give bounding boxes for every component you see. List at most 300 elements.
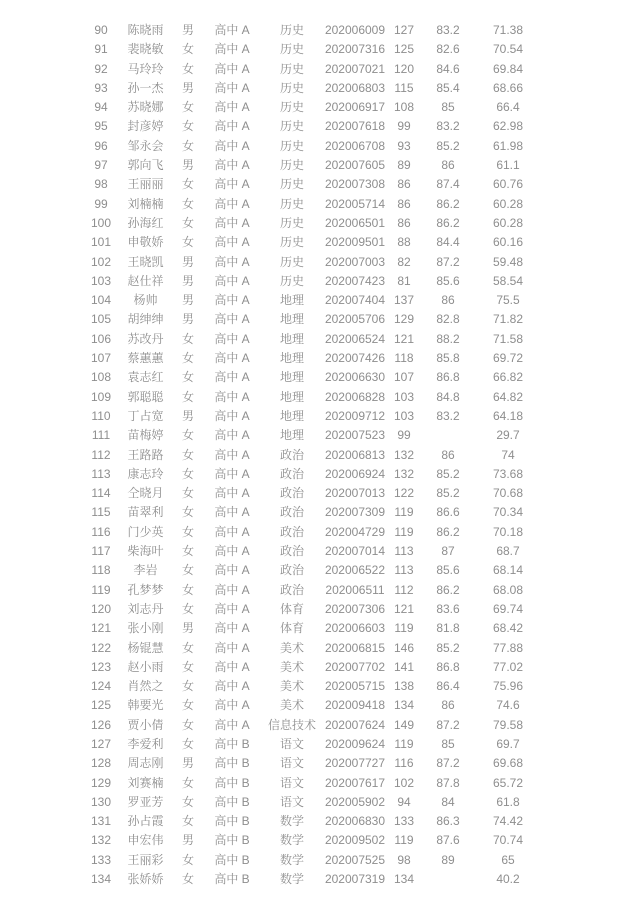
- cell-total-score: 64.82: [492, 389, 524, 404]
- cell-subject: 语文: [279, 736, 304, 751]
- cell-name: 胡绅绅: [127, 312, 164, 327]
- cell-rank: 119: [91, 582, 111, 597]
- cell-subject: 政治: [279, 505, 304, 520]
- cell-written-score: 120: [393, 61, 415, 76]
- cell-total-score: 69.68: [492, 756, 524, 771]
- cell-exam-id: 202006522: [324, 563, 386, 578]
- cell-rank: 134: [90, 872, 112, 887]
- cell-written-score: 113: [394, 544, 414, 559]
- cell-total-score: 61.98: [492, 138, 524, 153]
- cell-gender: 男: [181, 80, 194, 95]
- cell-written-score: 146: [393, 640, 415, 655]
- cell-subject: 历史: [279, 23, 304, 37]
- cell-written-score: 129: [393, 312, 415, 327]
- cell-written-score: 108: [393, 100, 415, 115]
- cell-gender: 女: [181, 736, 194, 751]
- cell-name: 苗翠利: [127, 505, 164, 520]
- cell-rank: 120: [90, 601, 112, 616]
- cell-exam-id: 202006501: [324, 215, 386, 230]
- cell-total-score: 70.34: [492, 505, 524, 520]
- table-row: [85, 175, 540, 194]
- table-row: [85, 619, 540, 638]
- cell-total-score: 69.72: [492, 351, 524, 366]
- cell-subject: 地理: [279, 312, 304, 327]
- cell-written-score: 133: [393, 814, 415, 829]
- cell-subject: 地理: [279, 293, 304, 308]
- cell-interview-score: 85.2: [436, 466, 460, 481]
- cell-subject: 数学: [279, 872, 304, 887]
- cell-interview-score: 89: [441, 852, 455, 867]
- cell-interview-score: 88.2: [436, 331, 460, 346]
- cell-gender: 女: [181, 466, 194, 481]
- cell-interview-score: 82.8: [436, 312, 460, 327]
- cell-interview-score: 87.2: [436, 717, 460, 732]
- cell-name: 孙一杰: [127, 80, 164, 95]
- cell-school-group: 高中 B: [214, 756, 250, 771]
- cell-rank: 116: [91, 524, 111, 539]
- cell-school-group: 高中 A: [214, 601, 250, 616]
- table-row: [85, 581, 540, 600]
- cell-gender: 女: [181, 872, 194, 887]
- cell-name: 李爱利: [127, 736, 164, 751]
- table-row: [85, 214, 540, 233]
- cell-gender: 女: [181, 544, 194, 559]
- cell-rank: 127: [90, 736, 112, 751]
- cell-written-score: 119: [394, 524, 414, 539]
- cell-school-group: 高中 B: [214, 852, 250, 867]
- cell-subject: 历史: [279, 61, 304, 76]
- cell-school-group: 高中 A: [214, 466, 250, 481]
- cell-name: 张娇娇: [127, 872, 164, 887]
- table-row: [85, 426, 540, 445]
- cell-school-group: 高中 B: [214, 833, 250, 848]
- table-row: [85, 793, 540, 812]
- cell-written-score: 115: [394, 80, 414, 95]
- cell-total-score: 60.76: [492, 177, 524, 192]
- cell-interview-score: 85.8: [436, 351, 460, 366]
- cell-rank: 126: [90, 717, 112, 732]
- cell-exam-id: 202007404: [324, 293, 386, 308]
- cell-total-score: 70.54: [492, 42, 524, 57]
- cell-subject: 政治: [279, 466, 304, 481]
- cell-school-group: 高中 A: [214, 428, 250, 443]
- table-row: [85, 137, 540, 156]
- cell-exam-id: 202007316: [324, 42, 386, 57]
- cell-school-group: 高中 A: [214, 215, 250, 230]
- cell-school-group: 高中 A: [214, 138, 250, 153]
- cell-gender: 女: [181, 61, 194, 76]
- cell-school-group: 高中 A: [214, 351, 250, 366]
- cell-school-group: 高中 A: [214, 312, 250, 327]
- cell-school-group: 高中 A: [214, 293, 250, 308]
- cell-total-score: 77.02: [492, 659, 524, 674]
- cell-written-score: 81: [397, 273, 411, 288]
- cell-name: 刘志丹: [127, 601, 164, 616]
- cell-school-group: 高中 A: [214, 177, 250, 192]
- cell-school-group: 高中 A: [214, 698, 250, 713]
- cell-rank: 132: [90, 833, 112, 848]
- table-row: [85, 696, 540, 715]
- cell-exam-id: 202005902: [324, 794, 386, 809]
- cell-written-score: 119: [394, 621, 414, 636]
- cell-name: 孔梦梦: [127, 582, 164, 597]
- cell-rank: 98: [94, 177, 108, 192]
- cell-rank: 130: [90, 794, 112, 809]
- cell-name: 赵仕祥: [127, 273, 164, 288]
- cell-written-score: 103: [393, 408, 415, 423]
- cell-gender: 女: [181, 698, 194, 713]
- cell-subject: 历史: [279, 235, 304, 250]
- table-row: [85, 79, 540, 98]
- cell-gender: 男: [181, 408, 194, 423]
- cell-gender: 男: [181, 273, 194, 288]
- cell-total-score: 69.7: [496, 736, 520, 751]
- cell-interview-score: 86.2: [436, 582, 460, 597]
- score-table: [85, 21, 540, 889]
- cell-gender: 女: [181, 659, 194, 674]
- cell-name: 袁志红: [127, 370, 164, 385]
- cell-written-score: 116: [394, 756, 414, 771]
- cell-name: 肖然之: [127, 679, 164, 694]
- cell-rank: 124: [90, 679, 112, 694]
- cell-rank: 108: [90, 370, 112, 385]
- cell-rank: 122: [90, 640, 112, 655]
- table-row: [85, 21, 540, 40]
- cell-name: 罗亚芳: [127, 794, 164, 809]
- cell-written-score: 102: [393, 775, 415, 790]
- cell-exam-id: 202009712: [324, 408, 386, 423]
- table-row: [85, 639, 540, 658]
- cell-exam-id: 202005714: [324, 196, 386, 211]
- table-row: [85, 523, 540, 542]
- cell-written-score: 119: [394, 736, 414, 751]
- cell-exam-id: 202006815: [324, 640, 386, 655]
- cell-rank: 117: [91, 544, 111, 559]
- cell-gender: 女: [181, 351, 194, 366]
- cell-name: 康志玲: [127, 466, 164, 481]
- cell-exam-id: 202007624: [324, 717, 386, 732]
- cell-total-score: 61.8: [496, 794, 520, 809]
- cell-name: 刘楠楠: [127, 196, 164, 211]
- cell-total-score: 66.82: [492, 370, 524, 385]
- cell-total-score: 74.42: [492, 814, 524, 829]
- cell-rank: 133: [90, 852, 112, 867]
- cell-name: 申敬娇: [127, 235, 164, 250]
- table-row: [85, 117, 540, 136]
- cell-written-score: 137: [393, 293, 415, 308]
- cell-name: 贾小倩: [127, 717, 164, 732]
- table-row: [85, 407, 540, 426]
- cell-total-score: 75.5: [496, 293, 520, 308]
- cell-total-score: 69.74: [492, 601, 524, 616]
- cell-written-score: 112: [394, 582, 414, 597]
- cell-written-score: 119: [394, 505, 414, 520]
- cell-interview-score: 87.8: [436, 775, 460, 790]
- cell-total-score: 29.7: [496, 428, 520, 443]
- table-row: [85, 716, 540, 735]
- cell-gender: 女: [181, 235, 194, 250]
- cell-gender: 女: [181, 331, 194, 346]
- cell-rank: 104: [90, 293, 112, 308]
- cell-gender: 女: [181, 679, 194, 694]
- cell-subject: 信息技术: [267, 717, 316, 732]
- cell-gender: 女: [181, 601, 194, 616]
- cell-exam-id: 202007319: [324, 872, 386, 887]
- cell-subject: 美术: [279, 659, 304, 674]
- cell-subject: 历史: [279, 254, 304, 269]
- cell-written-score: 138: [393, 679, 415, 694]
- table-row: [85, 330, 540, 349]
- cell-interview-score: 86: [441, 158, 455, 173]
- cell-school-group: 高中 B: [214, 775, 250, 790]
- cell-written-score: 121: [393, 601, 415, 616]
- cell-interview-score: 86.3: [436, 814, 460, 829]
- cell-subject: 地理: [279, 351, 304, 366]
- cell-total-score: 62.98: [492, 119, 524, 134]
- cell-school-group: 高中 A: [214, 100, 250, 115]
- table-row: [85, 870, 540, 889]
- cell-interview-score: 85.2: [436, 138, 460, 153]
- cell-total-score: 71.58: [492, 331, 524, 346]
- table-row: [85, 677, 540, 696]
- cell-exam-id: 202009501: [324, 235, 386, 250]
- cell-gender: 男: [181, 756, 194, 771]
- cell-subject: 历史: [279, 100, 304, 115]
- cell-rank: 90: [94, 23, 108, 37]
- table-row: [85, 156, 540, 175]
- cell-school-group: 高中 A: [214, 254, 250, 269]
- cell-exam-id: 202005715: [324, 679, 386, 694]
- cell-rank: 125: [90, 698, 112, 713]
- cell-name: 陈晓雨: [127, 23, 164, 37]
- cell-total-score: 73.68: [492, 466, 524, 481]
- cell-exam-id: 202006917: [324, 100, 386, 115]
- cell-gender: 女: [181, 563, 194, 578]
- cell-total-score: 74: [501, 447, 515, 462]
- cell-name: 封彦婷: [127, 119, 164, 134]
- cell-interview-score: [420, 426, 476, 445]
- cell-total-score: 61.1: [496, 158, 520, 173]
- cell-subject: 历史: [279, 138, 304, 153]
- cell-subject: 历史: [279, 196, 304, 211]
- cell-name: 杨帅: [133, 293, 158, 308]
- cell-total-score: 68.08: [492, 582, 524, 597]
- cell-rank: 95: [94, 119, 108, 134]
- cell-subject: 数学: [279, 814, 304, 829]
- cell-subject: 历史: [279, 177, 304, 192]
- cell-written-score: 89: [397, 158, 411, 173]
- cell-school-group: 高中 A: [214, 80, 250, 95]
- cell-written-score: 93: [397, 138, 411, 153]
- cell-exam-id: 202006924: [324, 466, 386, 481]
- table-row: [85, 831, 540, 850]
- cell-school-group: 高中 A: [214, 544, 250, 559]
- cell-name: 赵小雨: [127, 659, 164, 674]
- cell-name: 王丽丽: [127, 177, 164, 192]
- cell-gender: 女: [181, 215, 194, 230]
- cell-exam-id: 202007003: [324, 254, 386, 269]
- cell-gender: 女: [181, 42, 194, 57]
- cell-total-score: 40.2: [496, 872, 520, 887]
- table-row: [85, 195, 540, 214]
- cell-gender: 女: [181, 428, 194, 443]
- cell-written-score: 94: [397, 794, 411, 809]
- cell-rank: 97: [94, 158, 108, 173]
- cell-subject: 语文: [279, 775, 304, 790]
- cell-gender: 女: [181, 447, 194, 462]
- cell-rank: 128: [90, 756, 112, 771]
- cell-exam-id: 202006813: [324, 447, 386, 462]
- cell-name: 苏晓娜: [127, 100, 164, 115]
- cell-interview-score: 82.6: [436, 42, 460, 57]
- table-row: [85, 98, 540, 117]
- cell-rank: 121: [90, 621, 112, 636]
- cell-interview-score: 85.4: [436, 80, 460, 95]
- cell-rank: 101: [90, 235, 112, 250]
- cell-total-score: 70.68: [492, 486, 524, 501]
- cell-rank: 112: [91, 447, 111, 462]
- cell-subject: 地理: [279, 331, 304, 346]
- cell-school-group: 高中 B: [214, 794, 250, 809]
- cell-school-group: 高中 A: [214, 505, 250, 520]
- cell-gender: 男: [181, 312, 194, 327]
- cell-written-score: 103: [393, 389, 415, 404]
- cell-total-score: 77.88: [492, 640, 524, 655]
- cell-rank: 93: [94, 80, 108, 95]
- table-row: [85, 484, 540, 503]
- cell-rank: 96: [94, 138, 108, 153]
- cell-name: 刘赛楠: [127, 775, 164, 790]
- cell-rank: 115: [91, 505, 111, 520]
- cell-subject: 数学: [279, 852, 304, 867]
- cell-interview-score: 86.2: [436, 196, 460, 211]
- cell-school-group: 高中 A: [214, 640, 250, 655]
- cell-exam-id: 202006803: [324, 80, 386, 95]
- cell-interview-score: 86.6: [436, 505, 460, 520]
- cell-written-score: 119: [394, 833, 414, 848]
- cell-rank: 107: [90, 351, 112, 366]
- cell-exam-id: 202006630: [324, 370, 386, 385]
- cell-exam-id: 202007426: [324, 351, 386, 366]
- cell-name: 郭聪聪: [127, 389, 164, 404]
- cell-exam-id: 202007308: [324, 177, 386, 192]
- cell-name: 王路路: [127, 447, 164, 462]
- cell-exam-id: 202006524: [324, 331, 386, 346]
- cell-interview-score: 83.2: [436, 23, 460, 37]
- cell-school-group: 高中 A: [214, 486, 250, 501]
- table-row: [85, 40, 540, 59]
- table-row: [85, 349, 540, 368]
- cell-total-score: 64.18: [492, 408, 524, 423]
- cell-name: 邹永会: [127, 138, 164, 153]
- cell-gender: 女: [181, 775, 194, 790]
- cell-interview-score: 86: [441, 447, 455, 462]
- cell-interview-score: 86.8: [436, 659, 460, 674]
- cell-name: 王丽彩: [127, 852, 164, 867]
- cell-written-score: 132: [393, 466, 415, 481]
- cell-written-score: 113: [394, 563, 414, 578]
- cell-written-score: 127: [393, 23, 415, 37]
- cell-interview-score: 85: [441, 100, 455, 115]
- cell-rank: 103: [90, 273, 112, 288]
- table-row: [85, 542, 540, 561]
- cell-exam-id: 202007309: [324, 505, 386, 520]
- cell-total-score: 66.4: [496, 100, 520, 115]
- cell-school-group: 高中 A: [214, 235, 250, 250]
- cell-interview-score: 86.8: [436, 370, 460, 385]
- cell-subject: 地理: [279, 370, 304, 385]
- cell-gender: 女: [181, 119, 194, 134]
- cell-interview-score: 86: [441, 293, 455, 308]
- cell-exam-id: 202009418: [324, 698, 386, 713]
- cell-school-group: 高中 A: [214, 119, 250, 134]
- cell-gender: 女: [181, 582, 194, 597]
- cell-total-score: 70.74: [492, 833, 524, 848]
- cell-total-score: 68.14: [492, 563, 524, 578]
- cell-name: 仝晓月: [127, 486, 164, 501]
- cell-interview-score: 86.4: [436, 679, 460, 694]
- cell-gender: 男: [181, 158, 194, 173]
- table-row: [85, 446, 540, 465]
- cell-subject: 历史: [279, 119, 304, 134]
- table-row: [85, 851, 540, 870]
- table-row: [85, 291, 540, 310]
- cell-gender: 女: [181, 389, 194, 404]
- cell-name: 韩要光: [127, 698, 164, 713]
- cell-subject: 历史: [279, 42, 304, 57]
- cell-gender: 女: [181, 370, 194, 385]
- cell-interview-score: 87.2: [436, 756, 460, 771]
- cell-interview-score: 85: [441, 736, 455, 751]
- cell-written-score: 99: [397, 428, 411, 443]
- table-row: [85, 368, 540, 387]
- cell-interview-score: 85.2: [436, 486, 460, 501]
- cell-total-score: 70.18: [492, 524, 524, 539]
- cell-interview-score: 87.4: [436, 177, 460, 192]
- cell-written-score: 121: [393, 331, 415, 346]
- table-row: [85, 253, 540, 272]
- cell-school-group: 高中 A: [214, 196, 250, 211]
- cell-name: 柴海叶: [127, 544, 164, 559]
- cell-total-score: 65.72: [492, 775, 524, 790]
- table-row: [85, 561, 540, 580]
- cell-interview-score: 85.2: [436, 640, 460, 655]
- cell-school-group: 高中 A: [214, 408, 250, 423]
- cell-interview-score: 84.8: [436, 389, 460, 404]
- cell-written-score: 99: [397, 119, 411, 134]
- cell-exam-id: 202009502: [324, 833, 386, 848]
- cell-gender: 女: [181, 524, 194, 539]
- cell-rank: 131: [90, 814, 112, 829]
- cell-name: 李岩: [133, 563, 158, 578]
- cell-subject: 美术: [279, 640, 304, 655]
- table-row: [85, 388, 540, 407]
- cell-gender: 女: [181, 100, 194, 115]
- cell-rank: 106: [90, 331, 112, 346]
- cell-interview-score: 84.6: [436, 61, 460, 76]
- cell-interview-score: 83.2: [436, 408, 460, 423]
- cell-exam-id: 202007021: [324, 61, 386, 76]
- cell-exam-id: 202005706: [324, 312, 386, 327]
- cell-rank: 99: [94, 196, 108, 211]
- cell-school-group: 高中 B: [214, 736, 250, 751]
- cell-school-group: 高中 A: [214, 679, 250, 694]
- cell-total-score: 65: [501, 852, 515, 867]
- cell-interview-score: 81.8: [436, 621, 460, 636]
- cell-gender: 男: [181, 621, 194, 636]
- cell-exam-id: 202007013: [324, 486, 386, 501]
- cell-total-score: 68.66: [492, 80, 524, 95]
